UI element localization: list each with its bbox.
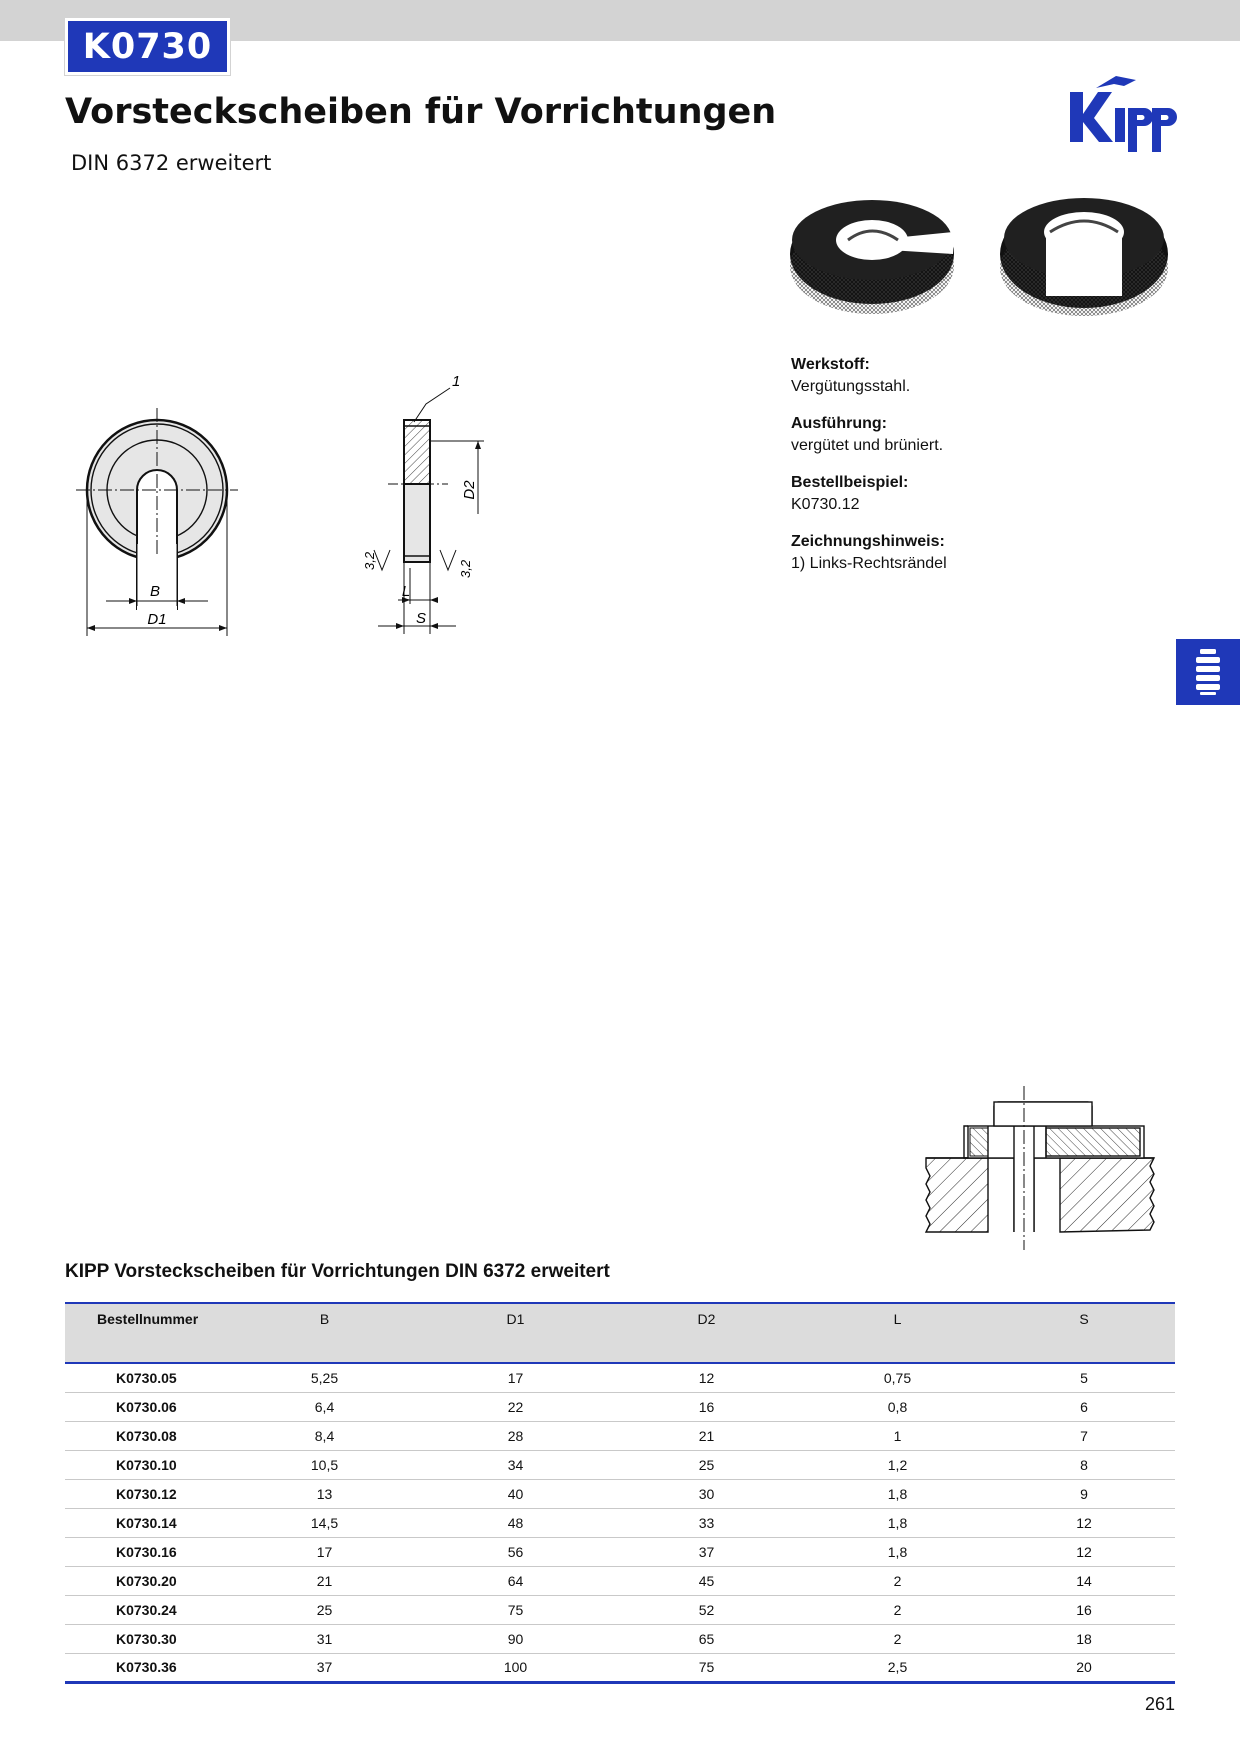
cell-bestellnummer: K0730.24 (65, 1595, 229, 1624)
cell-bestellnummer: K0730.05 (65, 1363, 229, 1392)
cell-b: 21 (229, 1566, 420, 1595)
cell-d2: 65 (611, 1624, 802, 1653)
cell-d2: 75 (611, 1653, 802, 1682)
cell-d1: 17 (420, 1363, 611, 1392)
cell-l: 2 (802, 1595, 993, 1624)
product-code-badge: K0730 (65, 18, 230, 75)
cell-d2: 16 (611, 1392, 802, 1421)
cell-d2: 33 (611, 1508, 802, 1537)
cell-bestellnummer: K0730.20 (65, 1566, 229, 1595)
column-header-s: S (993, 1303, 1175, 1363)
column-header-d1: D1 (420, 1303, 611, 1363)
cell-d1: 64 (420, 1566, 611, 1595)
cell-l: 0,75 (802, 1363, 993, 1392)
cell-b: 31 (229, 1624, 420, 1653)
cell-d2: 52 (611, 1595, 802, 1624)
cell-s: 14 (993, 1566, 1175, 1595)
cell-d1: 75 (420, 1595, 611, 1624)
cell-s: 9 (993, 1479, 1175, 1508)
cell-b: 14,5 (229, 1508, 420, 1537)
cell-d2: 12 (611, 1363, 802, 1392)
cell-d1: 34 (420, 1450, 611, 1479)
cell-b: 10,5 (229, 1450, 420, 1479)
table-title: KIPP Vorsteckscheiben für Vorrichtungen DIN 6372 erweitert (65, 1261, 610, 1282)
label-l: L (401, 583, 411, 600)
spec-value: Vergütungsstahl. (791, 378, 911, 395)
cell-l: 2,5 (802, 1653, 993, 1682)
spec-value: vergütet und brüniert. (791, 437, 944, 454)
column-header-bestellnummer: Bestellnummer (65, 1303, 229, 1363)
washer-photo-1 (790, 200, 954, 314)
cell-d2: 45 (611, 1566, 802, 1595)
cell-b: 37 (229, 1653, 420, 1682)
cell-d1: 40 (420, 1479, 611, 1508)
cell-s: 12 (993, 1537, 1175, 1566)
cell-bestellnummer: K0730.08 (65, 1421, 229, 1450)
cell-b: 25 (229, 1595, 420, 1624)
spec-ausfuehrung (791, 413, 1121, 457)
washer-photo-2 (1000, 198, 1168, 316)
spec-label: Ausführung: (791, 415, 887, 432)
cell-bestellnummer: K0730.14 (65, 1508, 229, 1537)
cell-l: 1 (802, 1421, 993, 1450)
cell-s: 12 (993, 1508, 1175, 1537)
cell-d2: 21 (611, 1421, 802, 1450)
table-row (65, 1537, 1175, 1566)
page-subtitle: DIN 6372 erweitert (71, 151, 272, 175)
roughness-left: 3,2 (362, 551, 377, 570)
label-d2: D2 (461, 480, 478, 500)
column-header-l: L (802, 1303, 993, 1363)
cell-l: 1,8 (802, 1479, 993, 1508)
table-row (65, 1392, 1175, 1421)
spec-value: 1) Links-Rechtsrändel (791, 555, 947, 572)
product-photo (788, 192, 1174, 320)
table-header-row (65, 1303, 1175, 1363)
spec-zeichnungshinweis (791, 531, 1121, 575)
cell-bestellnummer: K0730.36 (65, 1653, 229, 1682)
table-row (65, 1450, 1175, 1479)
cell-l: 1,2 (802, 1450, 993, 1479)
cell-l: 2 (802, 1566, 993, 1595)
cell-b: 6,4 (229, 1392, 420, 1421)
washer-stack-icon (1195, 649, 1221, 695)
table-row (65, 1595, 1175, 1624)
cell-l: 1,8 (802, 1508, 993, 1537)
assembly-drawing (918, 1082, 1164, 1254)
cell-d1: 100 (420, 1653, 611, 1682)
spec-bestellbeispiel (791, 472, 1121, 516)
spec-werkstoff (791, 354, 1121, 398)
cell-bestellnummer: K0730.12 (65, 1479, 229, 1508)
category-side-tab[interactable] (1176, 639, 1240, 705)
cell-bestellnummer: K0730.06 (65, 1392, 229, 1421)
cell-d1: 28 (420, 1421, 611, 1450)
spec-label: Bestellbeispiel: (791, 474, 909, 491)
cell-bestellnummer: K0730.10 (65, 1450, 229, 1479)
label-s: S (415, 610, 427, 627)
cell-d1: 90 (420, 1624, 611, 1653)
cell-s: 16 (993, 1595, 1175, 1624)
cell-bestellnummer: K0730.16 (65, 1537, 229, 1566)
front-view-drawing (76, 404, 238, 640)
page-number: 261 (1144, 1694, 1175, 1714)
cell-s: 7 (993, 1421, 1175, 1450)
cell-bestellnummer: K0730.30 (65, 1624, 229, 1653)
label-d1: D1 (147, 611, 167, 628)
table-row (65, 1653, 1175, 1682)
table-row (65, 1479, 1175, 1508)
cell-b: 8,4 (229, 1421, 420, 1450)
cell-b: 5,25 (229, 1363, 420, 1392)
table-row (65, 1624, 1175, 1653)
cell-d1: 56 (420, 1537, 611, 1566)
spec-label: Werkstoff: (791, 356, 870, 373)
label-ref-1: 1 (452, 373, 461, 390)
cell-s: 18 (993, 1624, 1175, 1653)
label-b: B (149, 583, 161, 600)
cell-d1: 48 (420, 1508, 611, 1537)
cell-l: 0,8 (802, 1392, 993, 1421)
cell-d1: 22 (420, 1392, 611, 1421)
roughness-right: 3,2 (458, 559, 473, 578)
cell-s: 8 (993, 1450, 1175, 1479)
cell-l: 2 (802, 1624, 993, 1653)
spec-label: Zeichnungshinweis: (791, 533, 945, 550)
cell-b: 13 (229, 1479, 420, 1508)
cell-s: 6 (993, 1392, 1175, 1421)
spec-value: K0730.12 (791, 496, 860, 513)
cell-s: 20 (993, 1653, 1175, 1682)
cell-s: 5 (993, 1363, 1175, 1392)
table-row (65, 1421, 1175, 1450)
column-header-b: B (229, 1303, 420, 1363)
cell-d2: 37 (611, 1537, 802, 1566)
cell-d2: 25 (611, 1450, 802, 1479)
dimension-table (65, 1302, 1175, 1684)
column-header-d2: D2 (611, 1303, 802, 1363)
side-view-drawing (362, 364, 496, 640)
cell-d2: 30 (611, 1479, 802, 1508)
table-row (65, 1508, 1175, 1537)
cell-l: 1,8 (802, 1537, 993, 1566)
page-title: Vorsteckscheiben für Vorrichtungen (65, 92, 777, 132)
cell-b: 17 (229, 1537, 420, 1566)
table-row (65, 1363, 1175, 1392)
table-row (65, 1566, 1175, 1595)
spec-list (791, 354, 1121, 590)
kipp-logo (1066, 74, 1180, 160)
